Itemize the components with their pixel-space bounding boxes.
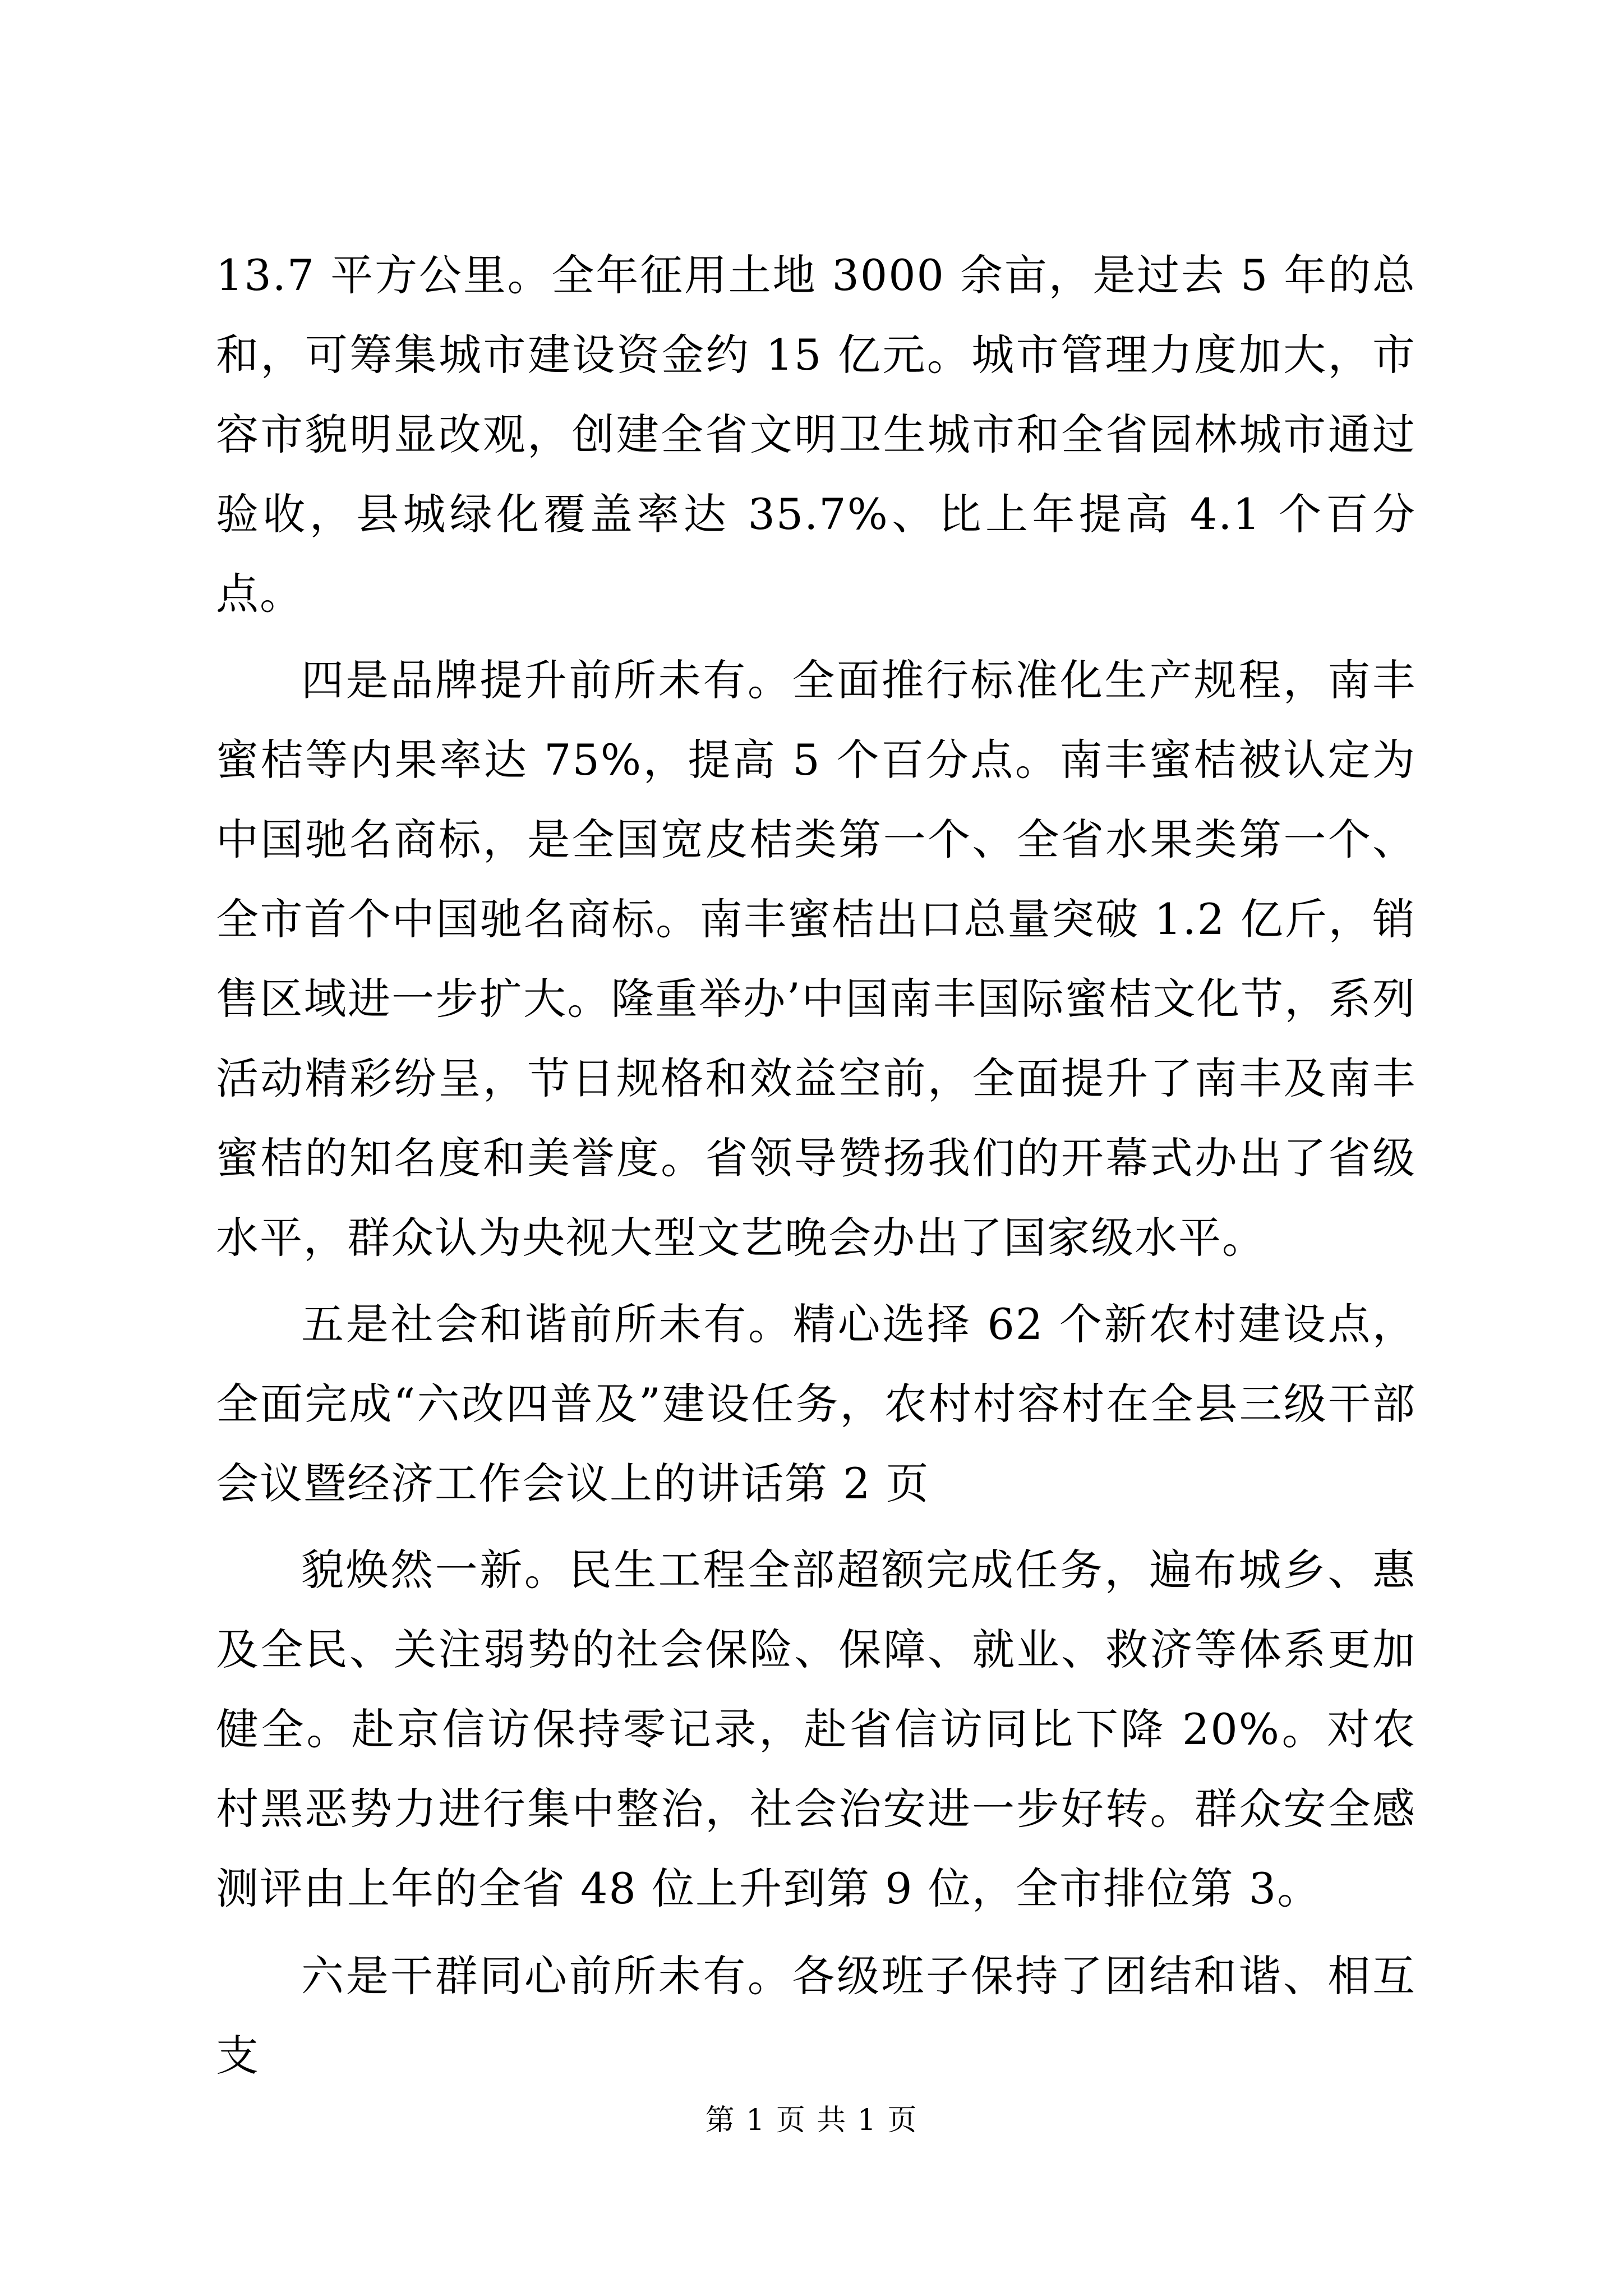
paragraph-livelihood-projects: 貌焕然一新。民生工程全部超额完成任务，遍布城乡、惠及全民、关注弱势的社会保险、保障、就业、救济等体系更加健全。赴京信访保持零记录，赴省信访同比下降 20%。对农村黑恶势力进行集中整治，社会治安进一步好转。群众安全感测评由上年的全省 48 位上升到第 9 位，全市排位第 3。: [216, 1545, 1416, 1913]
paragraph-social-harmony: 五是社会和谐前所未有。精心选择 62 个新农村建设点，全面完成“六改四普及”建设任务，农村村容村在全县三级干部会议暨经济工作会议上的讲话第 2 页: [216, 1299, 1416, 1508]
paragraph-brand-promotion: 四是品牌提升前所未有。全面推行标准化生产规程，南丰蜜桔等内果率达 75%，提高 5 个百分点。南丰蜜桔被认定为中国驰名商标，是全国宽皮桔类第一个、全省水果类第一个、全市首个中国驰名商标。南丰蜜桔出口总量突破 1.2 亿斤，销售区域进一步扩大。隆重举办’中国南丰国际蜜桔文化节，系列活动精彩纷呈，节日规格和效益空前，全面提升了南丰及南丰蜜桔的知名度和美誉度。省领导赞扬我们的开幕式办出了省级水平，群众认为央视大型文艺晚会办出了国家级水平。: [216, 655, 1416, 1263]
document-body: [216, 236, 1416, 2096]
paragraph-cadre-unity: 六是干群同心前所未有。各级班子保持了团结和谐、相互支: [216, 1951, 1416, 2081]
page-number-footer: 第 1 页 共 1 页: [705, 2104, 918, 2137]
paragraph-urban-construction: 13.7 平方公里。全年征用土地 3000 余亩，是过去 5 年的总和，可筹集城市建设资金约 15 亿元。城市管理力度加大，市容市貌明显改观，创建全省文明卫生城市和全省园林城市通过验收，县城绿化覆盖率达 35.7%、比上年提高 4.1 个百分点。: [216, 250, 1416, 619]
